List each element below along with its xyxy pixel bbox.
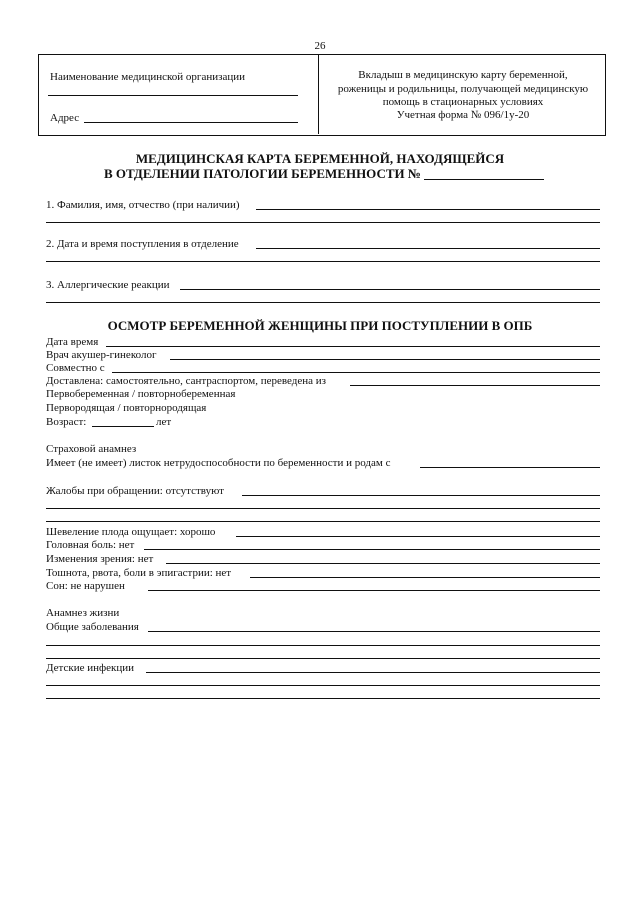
diseases-label: Общие заболевания [46,621,139,633]
admission-line[interactable] [256,248,600,249]
allergy-label: 3. Аллергические реакции [46,279,170,291]
allergy-line-2[interactable] [46,302,600,303]
jointly-label: Совместно с [46,362,105,374]
insert-line-1: Вкладыш в медицинскую карту беременной, [358,69,568,81]
datetime-line[interactable] [106,346,600,347]
address-label: Адрес [50,112,80,124]
sick-leave-label: Имеет (не имеет) листок нетрудоспособности по беременности и родам с [46,457,391,469]
complaints-label: Жалобы при обращении: отсутствуют [46,485,224,497]
parity-label: Первородящая / повторнородящая [46,402,207,414]
department-number-line[interactable] [424,179,544,180]
title-line-1: МЕДИЦИНСКАЯ КАРТА БЕРЕМЕННОЙ, НАХОДЯЩЕЙСЯ [135,151,505,166]
delivered-label: Доставлена: самостоятельно, сантраспортом, переведена из [46,375,326,387]
nausea-line[interactable] [250,577,600,578]
doctor-label: Врач акушер-гинеколог [46,349,157,361]
age-label: Возраст: [46,416,87,428]
childhood-infections-line-2[interactable] [46,685,600,686]
insert-line-2: роженицы и родильницы, получающей медицинскую [337,83,589,95]
org-label: Наименование медицинской организации [50,71,245,83]
fetal-movement-label: Шевеление плода ощущает: хорошо [46,526,216,538]
insurance-heading: Страховой анамнез [46,443,137,455]
title-line-2: В ОТДЕЛЕНИИ ПАТОЛОГИИ БЕРЕМЕННОСТИ № [104,166,421,181]
fetal-movement-line[interactable] [236,536,600,537]
sleep-label: Сон: не нарушен [46,580,125,592]
full-name-line[interactable] [256,209,600,210]
datetime-label: Дата время [46,336,99,348]
age-suffix: лет [156,416,172,428]
insert-line-3: помощь в стационарных условиях [382,96,544,108]
childhood-infections-line-3[interactable] [46,698,600,699]
delivered-line[interactable] [350,385,600,386]
childhood-infections-line[interactable] [146,672,600,673]
complaints-line-2[interactable] [46,508,600,509]
full-name-label: 1. Фамилия, имя, отчество (при наличии) [46,199,240,211]
vision-label: Изменения зрения: нет [46,553,154,565]
admission-label: 2. Дата и время поступления в отделение [46,238,239,250]
diseases-line-3[interactable] [46,658,600,659]
full-name-line-2[interactable] [46,222,600,223]
form-number: Учетная форма № 096/1у-20 [396,109,530,121]
age-line[interactable] [92,426,154,427]
doctor-line[interactable] [170,359,600,360]
headache-label: Головная боль: нет [46,539,135,551]
pregnancy-label: Первобеременная / повторнобеременная [46,388,236,400]
complaints-line-3[interactable] [46,521,600,522]
admission-line-2[interactable] [46,261,600,262]
diseases-line[interactable] [148,631,600,632]
allergy-line[interactable] [180,289,600,290]
nausea-label: Тошнота, рвота, боли в эпигастрии: нет [46,567,232,579]
childhood-infections-label: Детские инфекции [46,662,134,674]
page-number: 26 [314,40,326,52]
header-divider [318,54,319,134]
headache-line[interactable] [144,549,600,550]
diseases-line-2[interactable] [46,645,600,646]
sick-leave-line[interactable] [420,467,600,468]
life-history-heading: Анамнез жизни [46,607,120,619]
org-name-line[interactable] [48,95,298,96]
vision-line[interactable] [166,563,600,564]
complaints-line[interactable] [242,495,600,496]
exam-title: ОСМОТР БЕРЕМЕННОЙ ЖЕНЩИНЫ ПРИ ПОСТУПЛЕНИИ В ОПБ [107,318,533,333]
jointly-line[interactable] [112,372,600,373]
address-line[interactable] [84,122,298,123]
sleep-line[interactable] [148,590,600,591]
